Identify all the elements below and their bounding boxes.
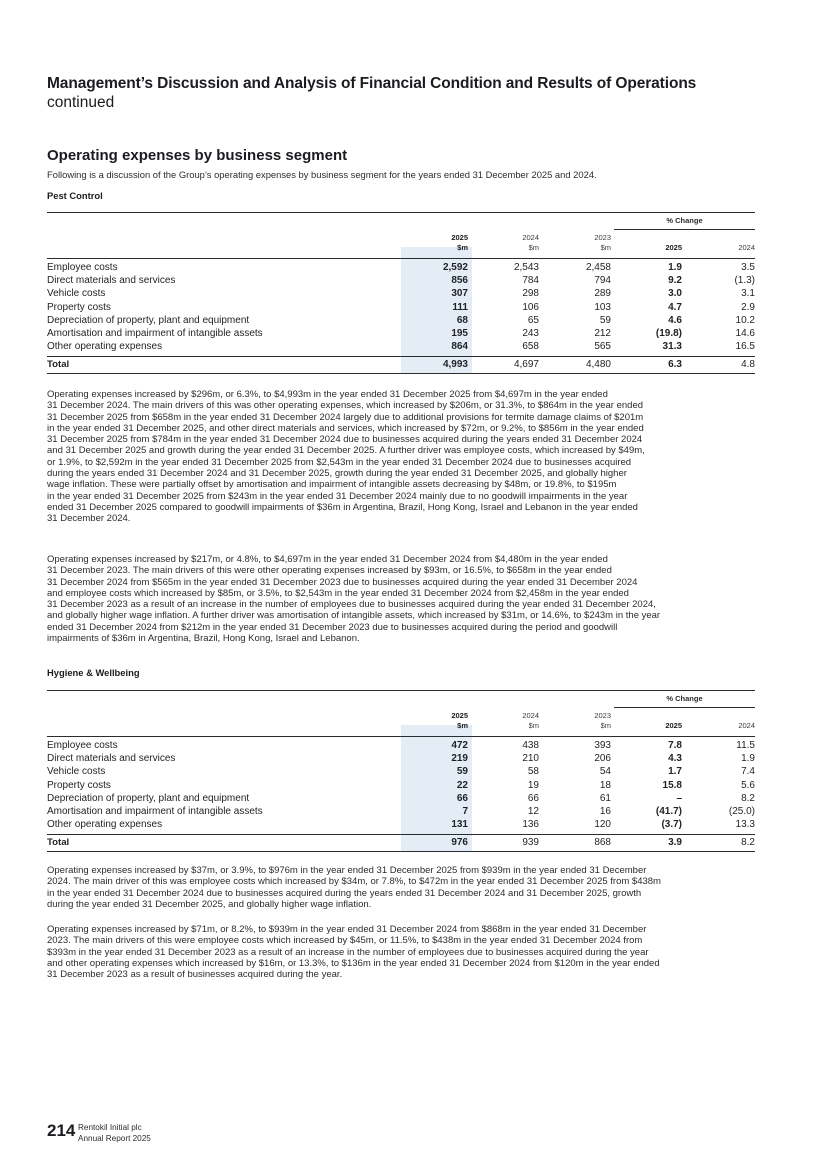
cell-c2025: (19.8) <box>655 328 682 339</box>
cell-c2025: 15.8 <box>662 779 682 791</box>
paragraph-line: and employee costs which increased by $85m, or 3.5%, to $2,543m in the year ended 31 December 2024 from $2,458m in the year ended <box>47 587 629 599</box>
table-row <box>47 779 755 792</box>
hygiene-wellbeing-heading: Hygiene & Wellbeing <box>47 667 140 678</box>
row-label: Employee costs <box>47 740 118 751</box>
column-unit-1: $m <box>457 721 468 730</box>
paragraph-line: impairments of $36m in Argentina, Brazil, Hong Kong, Israel and Lebanon. <box>47 633 360 645</box>
cell-v2024: 2,543 <box>513 262 539 273</box>
total-rule <box>47 356 755 357</box>
cell-c2024: 5.6 <box>741 779 755 791</box>
footer-company-name: Rentokil Initial plc <box>78 1123 142 1132</box>
change-header: % Change <box>666 216 703 225</box>
cell-v2024: 106 <box>522 301 539 313</box>
cell-c2024: 8.2 <box>741 792 755 804</box>
cell-v2023: 61 <box>599 792 611 804</box>
table-row <box>47 765 755 778</box>
section-title: Operating expenses by business segment <box>47 147 348 164</box>
cell-c2025: 1.9 <box>668 262 682 273</box>
cell-v2023: 120 <box>594 819 611 831</box>
table-row <box>47 287 755 300</box>
paragraph-line: 31 December 2024. The main drivers of this was other operating expenses, which increased by $206m, or 31.3%, to $864m in the year ended <box>47 400 644 412</box>
cell-v2025: 68 <box>456 314 468 326</box>
cell-c2024: 1.9 <box>741 753 755 765</box>
total-v2025: 4,993 <box>442 359 468 371</box>
column-unit-1: $m <box>457 243 468 252</box>
cell-v2025: 111 <box>452 301 468 313</box>
total-label: Total <box>47 837 70 849</box>
total-c2024: 4.8 <box>741 359 755 371</box>
cell-v2023: 18 <box>599 779 611 791</box>
table-row <box>47 792 755 805</box>
cell-v2024: 58 <box>527 766 539 778</box>
table-row <box>47 752 755 765</box>
cell-v2024: 136 <box>522 819 539 831</box>
header-rule <box>47 736 755 737</box>
change-header-rule <box>614 229 755 230</box>
pest-control-paragraph-1 <box>47 389 759 525</box>
paragraph-line: during the year ended 31 December 2025, and globally higher wage inflation. <box>47 898 372 910</box>
cell-c2025: (41.7) <box>655 806 682 817</box>
column-year-5: 2024 <box>738 243 755 252</box>
paragraph-line: 31 December 2024. <box>47 513 131 525</box>
cell-v2023: 54 <box>599 766 611 778</box>
cell-v2024: 298 <box>522 288 539 300</box>
cell-v2024: 12 <box>527 806 539 817</box>
cell-c2024: (25.0) <box>728 806 755 817</box>
cell-v2023: 103 <box>594 301 611 313</box>
column-unit-3: $m <box>600 721 611 730</box>
total-c2025: 3.9 <box>668 837 682 849</box>
page-title: Management’s Discussion and Analysis of Financial Condition and Results of Operations <box>47 75 697 92</box>
row-label: Depreciation of property, plant and equipment <box>47 792 250 804</box>
paragraph-line: and globally higher wage inflation. A further driver was amortisation of intangible assets, which increased by $31m, or 14.6%, to $243m in the year <box>47 610 661 622</box>
footer-report-name: Annual Report 2025 <box>78 1133 151 1143</box>
paragraph-line: 31 December 2024 from $565m in the year ended 31 December 2023 due to businesses acquired during the year ended 31 December 2024 <box>47 576 638 588</box>
cell-v2025: 856 <box>451 275 468 287</box>
paragraph-line: and other operating expenses which increased by $16m, or 13.3%, to $136m in the year ended 31 December 2024 from $120m in the year ended <box>47 957 660 969</box>
cell-v2025: 2,592 <box>442 262 468 273</box>
table-row <box>47 818 755 831</box>
cell-v2023: 206 <box>594 753 611 765</box>
cell-c2025: 3.0 <box>668 288 682 300</box>
paragraph-line: Operating expenses increased by $37m, or 3.9%, to $976m in the year ended 31 December 2025 from $939m in the year ended 31 December <box>47 865 647 876</box>
paragraph-line: Operating expenses increased by $217m, or 4.8%, to $4,697m in the year ended 31 December 2024 from $4,480m in the year ended <box>47 554 608 565</box>
cell-v2025: 195 <box>451 328 468 339</box>
column-year-2: 2024 <box>522 711 539 720</box>
paragraph-line: and 31 December 2025 and growth during the year ended 31 December 2025. A further driver was employee costs, which increased by $49m, <box>47 445 645 457</box>
hygiene-wellbeing-paragraph-1 <box>47 865 759 910</box>
cell-v2023: 393 <box>594 740 611 751</box>
row-label: Amortisation and impairment of intangible assets <box>47 328 263 339</box>
row-label: Property costs <box>47 779 111 791</box>
cell-v2024: 66 <box>527 792 539 804</box>
total-v2023: 4,480 <box>585 359 611 371</box>
paragraph-line: 2023. The main drivers of this were employee costs which increased by $45m, or 11.5%, to $438m in the year ended 31 December 2024 from <box>47 935 643 947</box>
cell-v2025: 219 <box>451 753 468 765</box>
row-label: Vehicle costs <box>47 766 106 778</box>
page-subtitle: continued <box>47 94 115 111</box>
paragraph-line: 31 December 2025 from $658m in the year ended 31 December 2024 largely due to additional provisions for termite damage claims of $201m <box>47 411 644 423</box>
cell-v2023: 59 <box>599 314 611 326</box>
row-label: Amortisation and impairment of intangible assets <box>47 806 263 817</box>
row-label: Other operating expenses <box>47 341 163 353</box>
table-top-rule <box>47 212 755 213</box>
cell-v2024: 658 <box>522 341 539 353</box>
pest-control-heading: Pest Control <box>47 190 103 201</box>
cell-c2025: 31.3 <box>662 341 682 353</box>
total-row <box>47 358 755 371</box>
cell-v2025: 131 <box>451 819 468 831</box>
paragraph-line: 31 December 2025 from $784m in the year ended 31 December 2024 due to businesses acquired during the years ended 31 December 2024 <box>47 434 643 446</box>
paragraph-line: 31 December 2023 as a result of an increase in the number of employees due to businesses acquired during the year ended 31 December 2024, <box>47 599 656 611</box>
cell-v2024: 65 <box>527 314 539 326</box>
cell-c2025: 4.3 <box>668 753 682 765</box>
cell-c2025: (3.7) <box>661 819 682 831</box>
table-row <box>47 340 755 353</box>
header-rule <box>47 258 755 259</box>
paragraph-line: ended 31 December 2024 from $212m in the year ended 31 December 2023 due to businesses acquired during the period and goodwill <box>47 621 618 633</box>
column-year-3: 2023 <box>594 233 611 242</box>
table-row <box>47 739 755 752</box>
cell-v2023: 289 <box>594 288 611 300</box>
cell-v2025: 472 <box>451 740 468 751</box>
cell-v2023: 2,458 <box>585 262 611 273</box>
column-year-2: 2024 <box>522 233 539 242</box>
paragraph-line: wage inflation. These were partially offset by amortisation and impairment of intangible assets decreasing by $48m, or 19.8%, to $195m <box>47 479 617 491</box>
table-row <box>47 261 755 274</box>
paragraph-line: $393m in the year ended 31 December 2023 as a result of an increase in the number of employees due to businesses acquired during the year <box>47 946 649 958</box>
row-label: Employee costs <box>47 262 118 273</box>
table-row <box>47 805 755 818</box>
table-row <box>47 327 755 340</box>
change-header: % Change <box>666 694 703 703</box>
row-label: Depreciation of property, plant and equipment <box>47 314 250 326</box>
section-intro: Following is a discussion of the Group’s operating expenses by business segment for the years ended 31 December 2025 and 2024. <box>47 169 597 180</box>
cell-c2024: 10.2 <box>735 314 755 326</box>
cell-v2025: 864 <box>451 341 468 353</box>
cell-v2023: 565 <box>594 341 611 353</box>
table-bottom-rule <box>47 373 755 374</box>
cell-v2025: 307 <box>451 288 468 300</box>
row-label: Other operating expenses <box>47 819 163 831</box>
table-row <box>47 301 755 314</box>
paragraph-line: in the year ended 31 December 2024 due to businesses acquired during the years ended 31 December 2024 and 31 December 2025, growth <box>47 887 642 899</box>
cell-c2024: 3.1 <box>741 288 755 300</box>
column-year-4: 2025 <box>665 243 682 252</box>
total-c2024: 8.2 <box>741 837 755 849</box>
cell-v2025: 7 <box>462 806 468 817</box>
table-top-rule <box>47 690 755 691</box>
total-label: Total <box>47 359 70 371</box>
table-row <box>47 274 755 287</box>
cell-v2025: 66 <box>456 792 468 804</box>
cell-v2024: 438 <box>522 740 539 751</box>
column-year-1: 2025 <box>451 233 468 242</box>
footer-company <box>78 1123 151 1144</box>
change-header-rule <box>614 707 755 708</box>
cell-c2024: 7.4 <box>741 766 755 778</box>
cell-c2025: – <box>676 792 682 804</box>
cell-c2024: 2.9 <box>741 301 755 313</box>
cell-c2024: 14.6 <box>735 328 755 339</box>
total-row <box>47 836 755 849</box>
cell-c2024: 16.5 <box>735 341 755 353</box>
table-bottom-rule <box>47 851 755 852</box>
row-label: Direct materials and services <box>47 753 176 765</box>
total-v2024: 4,697 <box>513 359 539 371</box>
hygiene-wellbeing-paragraph-2 <box>47 924 759 980</box>
column-year-3: 2023 <box>594 711 611 720</box>
row-label: Property costs <box>47 301 111 313</box>
column-unit-2: $m <box>528 721 539 730</box>
paragraph-line: during the years ended 31 December 2024 and 31 December 2025, growth during the year ended 31 December 2025, and globally higher <box>47 468 627 480</box>
total-v2025: 976 <box>451 837 468 849</box>
column-year-5: 2024 <box>738 721 755 730</box>
cell-c2025: 1.7 <box>668 766 682 778</box>
column-year-4: 2025 <box>665 721 682 730</box>
cell-v2024: 243 <box>522 328 539 339</box>
cell-v2023: 794 <box>594 275 611 287</box>
cell-c2024: 3.5 <box>741 262 755 273</box>
total-c2025: 6.3 <box>668 359 682 371</box>
total-rule <box>47 834 755 835</box>
page-number: 214 <box>47 1121 76 1140</box>
cell-v2024: 784 <box>522 275 539 287</box>
column-year-1: 2025 <box>451 711 468 720</box>
column-unit-3: $m <box>600 243 611 252</box>
paragraph-line: 31 December 2023 as a result of businesses acquired during the year. <box>47 969 343 981</box>
cell-v2023: 16 <box>599 806 611 817</box>
cell-c2025: 7.8 <box>668 740 682 751</box>
cell-c2025: 4.7 <box>668 301 682 313</box>
table-row <box>47 314 755 327</box>
cell-v2025: 59 <box>456 766 468 778</box>
cell-c2024: 13.3 <box>735 819 755 831</box>
column-unit-2: $m <box>528 243 539 252</box>
cell-c2025: 9.2 <box>668 275 682 287</box>
cell-c2024: (1.3) <box>734 275 755 287</box>
row-label: Vehicle costs <box>47 288 106 300</box>
cell-v2023: 212 <box>594 328 611 339</box>
paragraph-line: 2024. The main driver of this was employee costs which increased by $34m, or 7.8%, to $472m in the year ended 31 December 2025 from $438m <box>47 876 661 888</box>
paragraph-line: 31 December 2023. The main drivers of this were other operating expenses increased by $93m, or 16.5%, to $658m in the year ended <box>47 565 612 577</box>
paragraph-line: in the year ended 31 December 2025 from $243m in the year ended 31 December 2024 mainly due to no goodwill impairments in the year <box>47 490 628 502</box>
cell-c2024: 11.5 <box>736 740 755 751</box>
pest-control-paragraph-2 <box>47 554 759 644</box>
cell-c2025: 4.6 <box>668 314 682 326</box>
total-v2023: 868 <box>594 837 611 849</box>
paragraph-line: or 1.9%, to $2,592m in the year ended 31 December 2025 from $2,543m in the year ended 31 December 2024 due to businesses acquired <box>47 456 632 468</box>
paragraph-line: ended 31 December 2025 compared to goodwill impairments of $36m in Argentina, Brazil, Hong Kong, Israel and Lebanon in the year ended <box>47 501 638 513</box>
paragraph-line: Operating expenses increased by $71m, or 8.2%, to $939m in the year ended 31 December 2024 from $868m in the year ended 31 December <box>47 924 647 935</box>
total-v2024: 939 <box>522 837 539 849</box>
paragraph-line: Operating expenses increased by $296m, or 6.3%, to $4,993m in the year ended 31 December 2025 from $4,697m in the year ended <box>47 389 608 400</box>
cell-v2024: 210 <box>522 753 539 765</box>
cell-v2024: 19 <box>527 779 539 791</box>
row-label: Direct materials and services <box>47 275 176 287</box>
paragraph-line: in the year ended 31 December 2025, and other direct materials and services, which increased by $72m, or 9.2%, to $856m in the year ended <box>47 422 644 434</box>
cell-v2025: 22 <box>456 779 468 791</box>
